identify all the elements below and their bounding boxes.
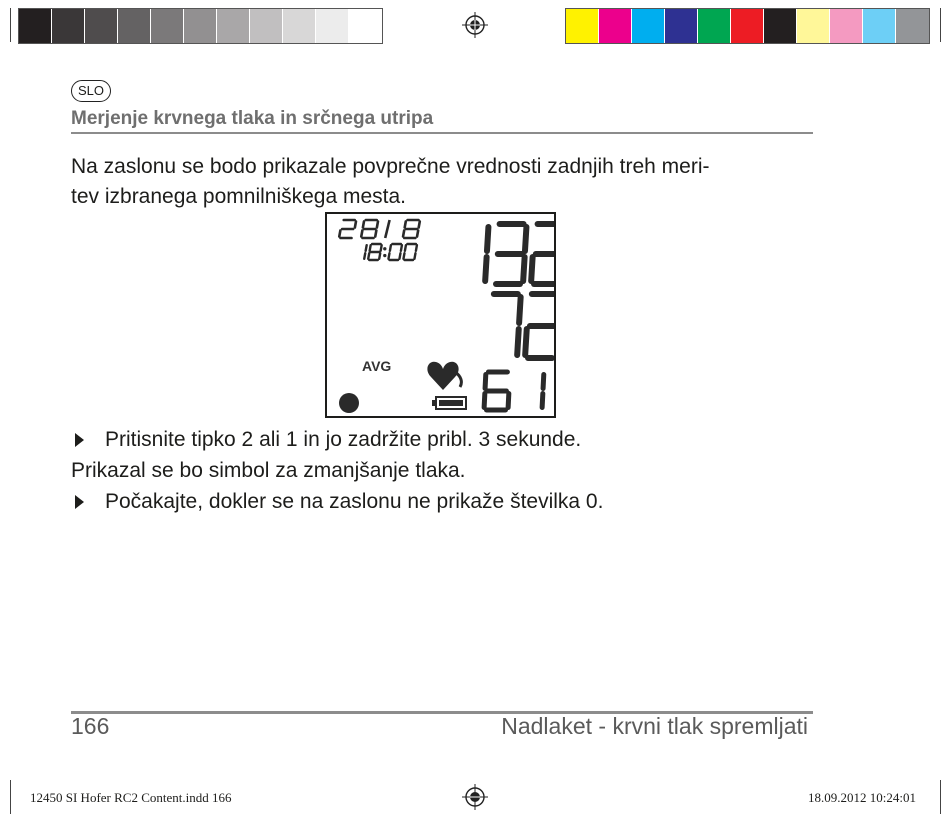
step-1-text: Pritisnite tipko 2 ali 1 in jo zadržite pribl. 3 sekunde. bbox=[105, 428, 582, 451]
step-2-text: Počakajte, dokler se na zaslonu ne prikaže številka 0. bbox=[105, 490, 604, 513]
color-swatch bbox=[731, 9, 764, 43]
lcd-segment bbox=[370, 245, 371, 251]
registration-mark-icon bbox=[462, 784, 488, 810]
lcd-avg-label: AVG bbox=[362, 358, 392, 374]
lcd-separator bbox=[383, 247, 386, 250]
color-swatch bbox=[19, 9, 52, 43]
color-swatch bbox=[632, 9, 665, 43]
step-arrow-icon bbox=[75, 433, 84, 447]
lcd-segment bbox=[379, 253, 380, 259]
crop-mark-bottom-left bbox=[10, 780, 11, 814]
lcd-segment bbox=[390, 245, 391, 251]
intro-line-2: tev izbranega pomnilniškega mesta. bbox=[71, 185, 407, 208]
lcd-segment bbox=[401, 245, 402, 251]
lcd-time bbox=[364, 244, 417, 260]
footer-title: Nadlaket - krvni tlak spremljati bbox=[501, 713, 808, 739]
lcd-segment bbox=[375, 231, 376, 237]
color-swatch bbox=[250, 9, 283, 43]
color-swatch bbox=[316, 9, 349, 43]
lcd-segment bbox=[419, 222, 420, 228]
lcd-segment bbox=[543, 375, 544, 389]
crop-mark-top-left bbox=[10, 8, 11, 42]
battery-icon bbox=[432, 397, 466, 409]
color-swatch bbox=[665, 9, 698, 43]
lcd-diastolic bbox=[494, 294, 554, 358]
lcd-segment bbox=[399, 253, 400, 259]
lcd-segments bbox=[327, 214, 554, 416]
color-swatch bbox=[52, 9, 85, 43]
lcd-segment bbox=[414, 253, 415, 259]
color-swatch bbox=[863, 9, 896, 43]
lcd-pulse bbox=[484, 372, 544, 410]
lcd-segment bbox=[508, 394, 509, 408]
color-swatch bbox=[85, 9, 118, 43]
color-swatch bbox=[118, 9, 151, 43]
section-title: Merjenje krvnega tlaka in srčnega utripa bbox=[71, 108, 434, 129]
lcd-segment bbox=[361, 231, 362, 237]
color-swatch bbox=[830, 9, 863, 43]
lcd-date bbox=[339, 220, 420, 238]
slug-date-info: 18.09.2012 10:24:01 bbox=[808, 790, 916, 805]
crop-mark-bottom-right bbox=[940, 780, 941, 814]
color-swatch bbox=[217, 9, 250, 43]
step-arrow-icon bbox=[75, 495, 84, 509]
intro-line-1: Na zaslonu se bodo prikazale povprečne vrednosti zadnjih treh meri- bbox=[71, 155, 710, 178]
header-divider bbox=[71, 132, 813, 134]
slug-file-info: 12450 SI Hofer RC2 Content.indd 166 bbox=[30, 790, 232, 805]
lcd-segment bbox=[417, 231, 418, 237]
lcd-segment bbox=[377, 222, 378, 228]
lcd-segment bbox=[485, 257, 486, 281]
lcd-segment bbox=[531, 257, 532, 281]
lcd-segment bbox=[487, 227, 488, 251]
lcd-segment bbox=[381, 245, 382, 251]
lcd-segment bbox=[339, 231, 340, 237]
lcd-segment bbox=[525, 329, 527, 355]
color-swatch bbox=[184, 9, 217, 43]
lcd-segment bbox=[525, 227, 526, 251]
lcd-segment bbox=[363, 222, 364, 228]
lcd-segment bbox=[519, 297, 521, 323]
lcd-segment bbox=[388, 253, 389, 259]
color-swatch bbox=[151, 9, 184, 43]
lcd-segment bbox=[523, 257, 524, 281]
lcd-segment bbox=[403, 253, 404, 259]
color-swatch bbox=[566, 9, 599, 43]
page-number: 166 bbox=[71, 713, 110, 739]
lcd-segment bbox=[405, 245, 406, 251]
lcd-segment bbox=[484, 394, 485, 408]
lcd-separator bbox=[385, 220, 389, 238]
color-calibration-bar bbox=[565, 8, 930, 44]
lcd-segment bbox=[517, 329, 519, 355]
color-swatch bbox=[896, 9, 929, 43]
lcd-separator bbox=[383, 254, 386, 257]
gray-calibration-bar bbox=[18, 8, 383, 44]
lcd-display bbox=[325, 212, 556, 418]
lcd-segment bbox=[542, 394, 543, 408]
lcd-segment bbox=[416, 245, 417, 251]
heart-icon bbox=[427, 362, 461, 390]
lcd-segment bbox=[403, 231, 404, 237]
color-swatch bbox=[283, 9, 316, 43]
memory-dot-icon bbox=[339, 393, 359, 413]
color-swatch bbox=[349, 9, 382, 43]
color-swatch bbox=[599, 9, 632, 43]
color-swatch bbox=[698, 9, 731, 43]
lcd-segment bbox=[405, 222, 406, 228]
lcd-systolic bbox=[485, 224, 554, 284]
lcd-segment bbox=[485, 375, 486, 389]
note-text: Prikazal se bo simbol za zmanjšanje tlaka. bbox=[71, 459, 466, 482]
lcd-segment bbox=[366, 245, 367, 251]
registration-mark-icon bbox=[462, 12, 488, 38]
lcd-segment bbox=[368, 253, 369, 259]
color-swatch bbox=[764, 9, 797, 43]
lcd-segment bbox=[364, 253, 365, 259]
language-badge: SLO bbox=[71, 80, 111, 102]
crop-mark-top-right bbox=[940, 8, 941, 42]
lcd-segment bbox=[355, 222, 356, 228]
color-swatch bbox=[797, 9, 830, 43]
